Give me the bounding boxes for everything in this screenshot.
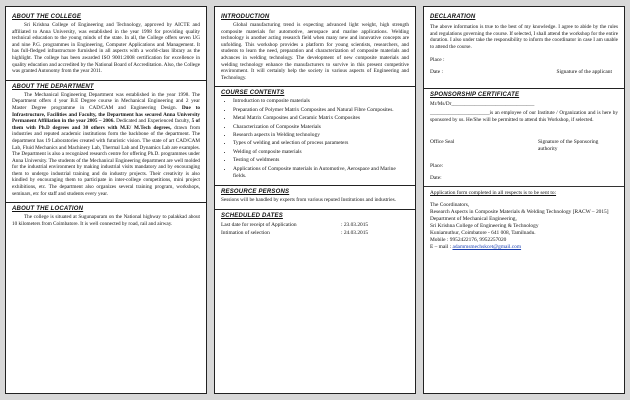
- location-heading: ABOUT THE LOCATION: [12, 206, 84, 213]
- date-row: [221, 221, 409, 229]
- sponsor-line: Mr/Ms/Dr________________________________: [430, 101, 535, 108]
- department-text-part: Dedicated and Experienced faculty,: [114, 118, 192, 125]
- department-text-part: drawn from industries and reputed academic institutions form the backbone of the department. The department has 19 Laboratories created with futuristic vision. The state of art CAD/CAM Lab, Fluid Mechanics and Machinery Lab, Thermal Lab and Dynamics Lab are examples. The Department is also a recognized research centre for offering Ph.D. programmes under Anna University. The students of the Mechanical Engineering department are well molded for the industrial environment by making industrial visits mandatory and by encouraging them to undergo industrial training and do industry projects. Their creativity is also kindled by encouraging them to participate in inter-college competitions, mini project exhibitions, etc. The department also organizes several training program, workshops, seminars, etc for staff and students every year.: [12, 124, 200, 197]
- panel-application: [423, 6, 625, 394]
- sponsor-text: _______________________is an employee of our Institute / Organization and is here by sponsored by us. He/She will be permitted to attend this Workshop, if selected.: [430, 109, 618, 123]
- sponsorship-heading: SPONSORSHIP CERTIFICATE: [430, 92, 520, 99]
- mobile: Mobile : 9952422176, 9952257020: [430, 237, 507, 244]
- divider: [424, 88, 624, 89]
- coordinators: The Coordinators,: [430, 202, 470, 209]
- list-item: • Welding of composite materials: [233, 149, 409, 156]
- department-heading: ABOUT THE DEPARTMENT: [12, 83, 94, 90]
- divider: [6, 80, 206, 81]
- email-label: E – mail :: [430, 244, 453, 251]
- sponsor-signature: Signature of the Sponsoring authority: [538, 139, 599, 153]
- list-item: • Metal Matrix Composites and Ceramic Matrix Composites: [233, 115, 409, 122]
- date-label: Last date for receipt of Application: [221, 222, 297, 228]
- course-title: Research Aspects in Composite Materials & Welding Technology [RACW – 2015]: [430, 209, 609, 216]
- divider: [215, 209, 415, 210]
- divider: [6, 202, 206, 203]
- resource-text: Sessions will be handled by experts from various reputed Institutions and industries.: [221, 197, 396, 204]
- department-bold-part: 5 of them with Ph.D degrees and 30 others with M.E/ M.Tech degrees,: [12, 118, 200, 131]
- list-item: • Introduction to composite materials: [233, 98, 409, 105]
- department-bold-part: Due to Infrastructure, Facilities and Faculty, the Department has secured Anna University Permanent Affiliation in the year 2005 – 2006.: [12, 104, 200, 125]
- department-text: [12, 92, 200, 198]
- list-item: • Preparation of Polymer Matrix Composites and Natural Fibre Composites.: [233, 107, 409, 114]
- college-name: Sri Krishna College of Engineering & Technology: [430, 223, 539, 230]
- declaration-heading: DECLARATION: [430, 14, 476, 20]
- college-heading: ABOUT THE COLLEGE: [12, 14, 82, 20]
- list-item: • Types of welding and selection of process parameters: [233, 140, 409, 147]
- date-label: Date :: [430, 69, 444, 76]
- list-item: • Testing of weldments: [233, 157, 409, 164]
- place-label: Place:: [430, 163, 444, 170]
- resource-heading: RESOURCE PERSONS: [221, 189, 290, 196]
- date-value: : 23.03.2015: [341, 222, 369, 228]
- place-label: Place :: [430, 57, 445, 64]
- dates-heading: SCHEDULED DATES: [221, 213, 283, 219]
- list-item: • Research aspects in Welding technology: [233, 132, 409, 139]
- panel-about: [5, 6, 207, 394]
- signature-row: [430, 69, 618, 76]
- intro-heading: INTRODUCTION: [221, 14, 270, 20]
- list-item: • Applications of Composite materials in Automotive, Aerospace and Marine fields.: [233, 166, 409, 181]
- course-contents-list: [221, 98, 409, 180]
- college-text: Sri Krishna College of Engineering and Technology, approved by AICTE and affiliated to Anna University, was established in the year 1998 for providing quality technical education to the young minds of the state. In all, the College offers seven UG and nine P.G. programmes in Engineering, Computer Applications and Management. It has full-fledged infrastructure furnished in all aspects with a world-class library as the highlight. The college has been awarded ISO 9001:2008 certification for excellence in quality education and accredited by the National Board of Accreditation. Also, the College was granted Autonomy from the year 2011.: [12, 22, 200, 75]
- list-item: • Characterization of Composite Materials: [233, 124, 409, 131]
- declaration-text: The above information is true to the best of my knowledge. I agree to abide by the rules and regulations governing the course. If selected, I shall attend the workshop for the entire duration. I also under take the responsibility to inform the coordinator in case I am unable to attend the course.: [430, 24, 618, 50]
- divider: [215, 185, 415, 186]
- date-label: Date:: [430, 175, 442, 182]
- divider: [215, 86, 415, 87]
- location-text: The college is situated at Sugunapuram on the National highway to palakkad about 10 kilometers from Coimbatore. It is well connected by road, rail and airway.: [12, 214, 200, 227]
- seal-row: [430, 139, 618, 153]
- office-seal: Office Seal: [430, 139, 455, 146]
- date-row: [221, 229, 409, 237]
- address: Kuniamuthur, Coimbatore - 641 008, Tamilnadu.: [430, 230, 536, 237]
- panel-course: [214, 6, 416, 394]
- applicant-signature: Signature of the applicant: [556, 69, 612, 76]
- send-to-text: Application form completed in all respects is to be sent to:: [430, 190, 557, 197]
- department-text-part: The Mechanical Engineering Department was established in the year 1998. The Department offers 4 year B.E Degree course in Mechanical Engineering and 2 year Master Degree programme in CAD/CAM and Engineering Design.: [12, 91, 200, 111]
- intro-text: Global manufacturing trend is expecting advanced light weight, high strength composite materials for automotive, aerospace and marine applications. Welding technology is another acting research field when many new and innovative concepts are unfolding. This workshop provides a platform for young scientists, researchers, and students to learn the need, preparation and characterization of composite materials and advances in welding technology. The development of new composite materials and welding technology enhance the manufacturers to survive in this present competitive environment. It will certainly help the society in various aspects of Engineering and Technology.: [221, 22, 409, 81]
- department: Department of Mechanical Engineering,: [430, 216, 517, 223]
- email-link[interactable]: adammsmechskcet@gmail.com: [452, 244, 522, 251]
- date-label: Intimation of selection: [221, 230, 270, 236]
- divider: [424, 186, 624, 187]
- contents-heading: COURSE CONTENTS: [221, 90, 285, 97]
- date-value: : 24.03.2015: [341, 230, 369, 236]
- email-row: [430, 244, 618, 251]
